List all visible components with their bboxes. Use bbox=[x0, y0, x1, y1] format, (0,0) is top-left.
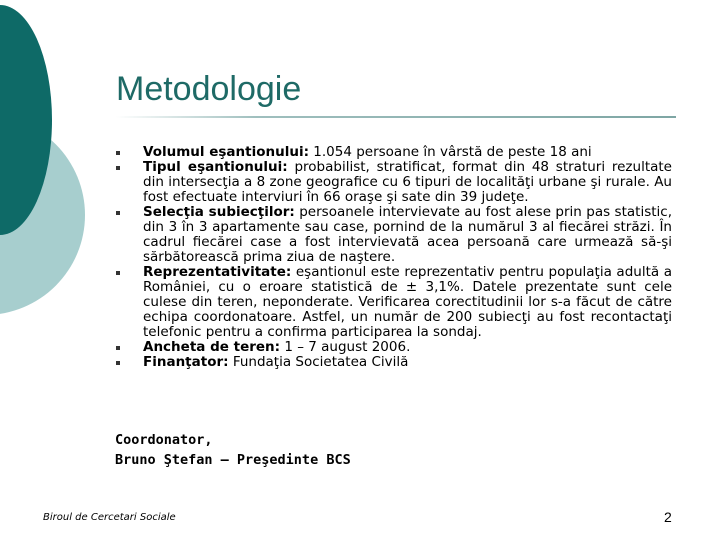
item-text: persoanele intervievate au fost alese prin pas statistic, din 3 în 3 apartamente sau case, pornind de la numărul 3 al fiecărei străzi. În cadrul fiecărei case a fost intervievată acea persoană care urmează să-şi sărbătorească prima ziua de naştere. bbox=[143, 204, 672, 265]
list-item bbox=[112, 265, 672, 340]
title-divider bbox=[116, 116, 676, 118]
methodology-list bbox=[112, 145, 672, 370]
list-item bbox=[112, 160, 672, 205]
decorative-side-shapes bbox=[0, 0, 120, 540]
list-item bbox=[112, 145, 672, 160]
list-item bbox=[112, 205, 672, 265]
item-label: Selecţia subiecţilor: bbox=[143, 204, 295, 220]
page-number: 2 bbox=[664, 509, 672, 525]
item-label: Tipul eşantionului: bbox=[143, 159, 288, 175]
coordinator-label: Coordonator, bbox=[115, 432, 213, 448]
item-text: Fundaţia Societatea Civilă bbox=[228, 354, 409, 370]
item-label: Ancheta de teren: bbox=[143, 339, 281, 355]
item-text: 1.054 persoane în vârstă de peste 18 ani bbox=[308, 144, 592, 160]
slide-title: Metodologie bbox=[116, 70, 302, 108]
list-item bbox=[112, 340, 672, 355]
item-label: Volumul eşantionului: bbox=[143, 144, 309, 160]
item-text: probabilist, stratificat, format din 48 straturi rezultate din intersecţia a 8 zone geografice cu 6 tipuri de localităţi urbane şi rurale. Au fost efectuate interviuri în 66 oraşe şi sate din 39 judeţe. bbox=[143, 159, 672, 205]
coordinator-name: Bruno Ştefan – Preşedinte BCS bbox=[115, 452, 351, 468]
item-text: 1 – 7 august 2006. bbox=[280, 339, 411, 355]
list-item bbox=[112, 355, 672, 370]
item-label: Reprezentativitate: bbox=[143, 264, 292, 280]
footer-organization: Biroul de Cercetari Sociale bbox=[43, 512, 176, 523]
item-label: Finanţator: bbox=[143, 354, 229, 370]
item-text: eşantionul este reprezentativ pentru populaţia adultă a României, cu o eroare statistică de ± 3,1%. Datele prezentate sunt cele culese din teren, neponderate. Verificarea corectitudinii lor s-a făcut de către echipa coordonatoare. Astfel, un număr de 200 subiecţi au fost recontactaţi telefonic pentru a confirma participarea la sondaj. bbox=[143, 264, 672, 340]
coordinator-block bbox=[115, 430, 351, 470]
